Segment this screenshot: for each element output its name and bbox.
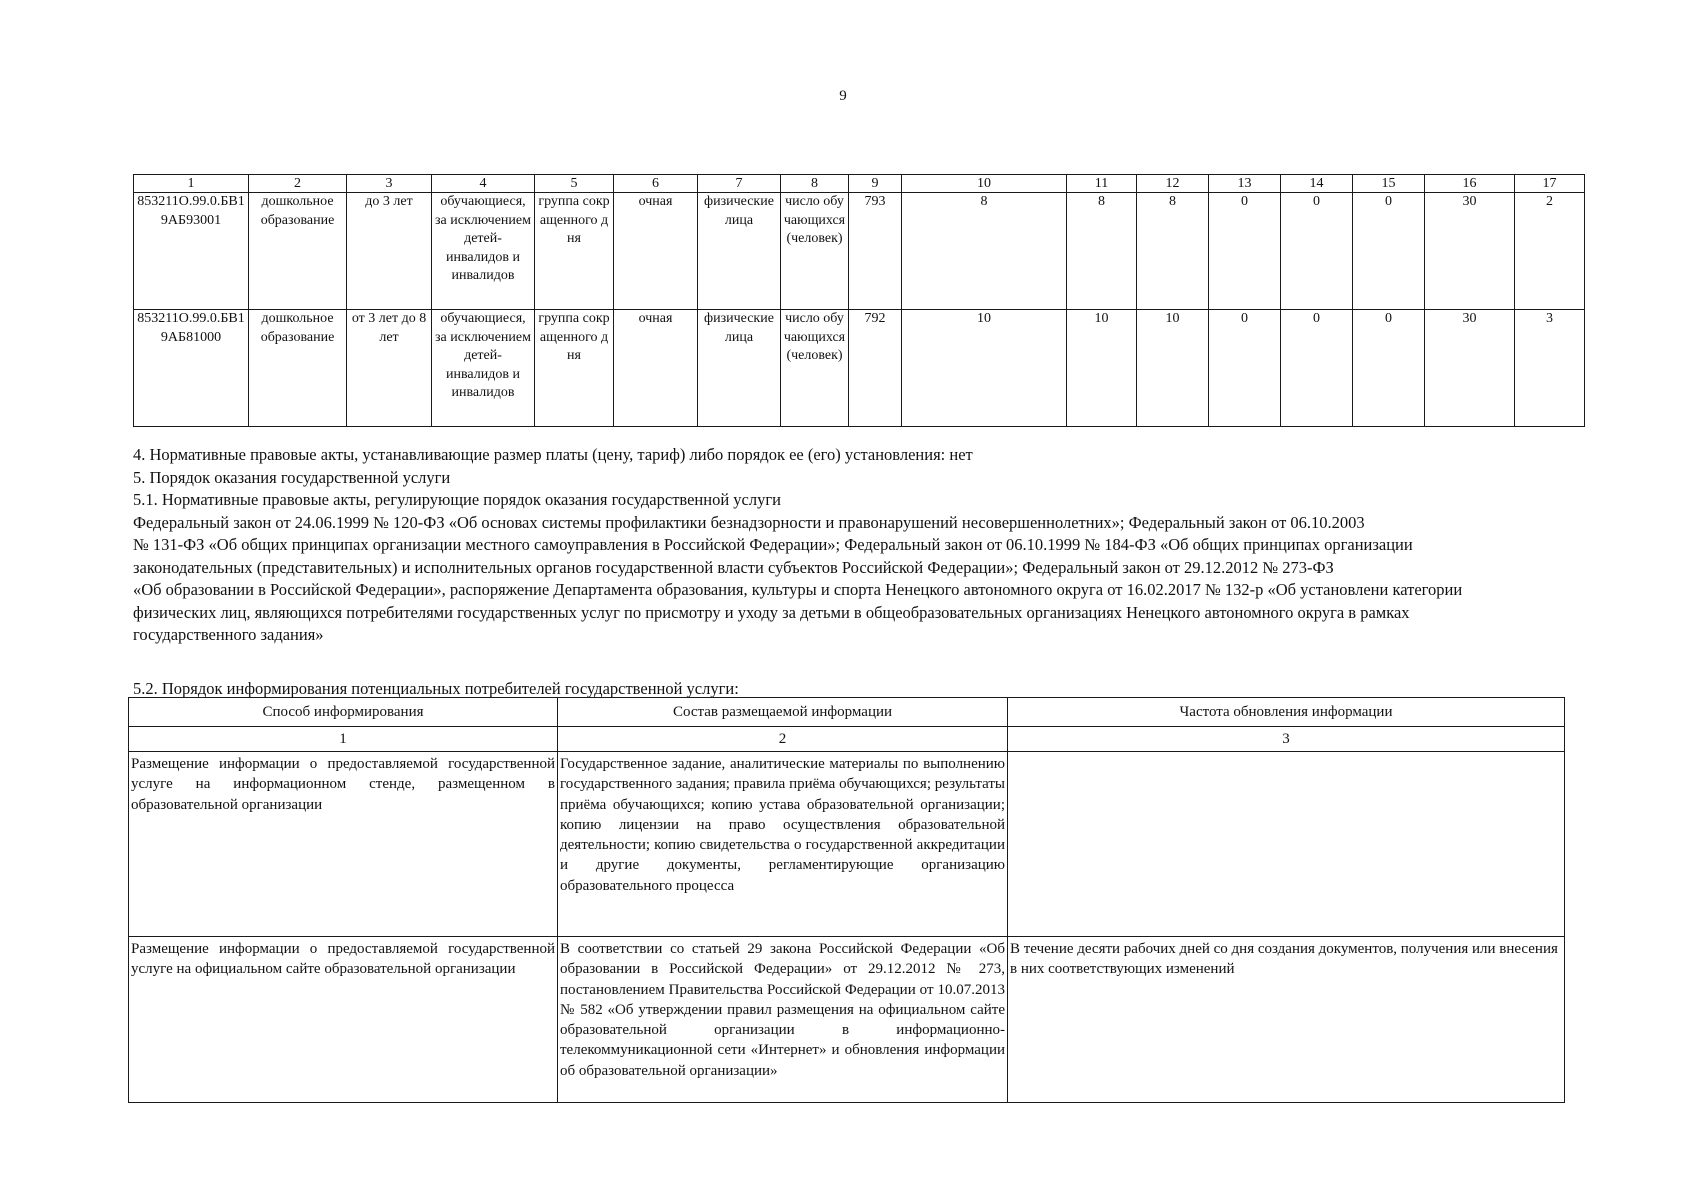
- page-number: 9: [839, 88, 847, 104]
- method-cell: Размещение информации о предоставляемой государственной услуге на информационном стенде, размещенном в образовательной организации: [129, 752, 558, 937]
- content-cell: Государственное задание, аналитические материалы по выполнению государственного задания; правила приёма обучающихся; результаты приёма обучающихся; копию устава образовательной организации; копию лицензии на право осуществления образовательной деятельности; копию свидетельства о государственной аккредитации и другие документы, регламентирующие организацию образовательного процесса: [558, 752, 1008, 937]
- column-number: 4: [432, 175, 535, 193]
- informing-table: [128, 697, 1565, 1103]
- table-cell: 0: [1353, 193, 1425, 310]
- table-header-row: [129, 698, 1565, 727]
- table-cell: группа сокращенного дня: [535, 310, 614, 427]
- section-5-2-heading: 5.2. Порядок информирования потенциальных потребителей государственной услуги:: [133, 679, 739, 698]
- table-row: [134, 310, 1585, 427]
- table-cell: 793: [849, 193, 902, 310]
- table-cell: 0: [1209, 193, 1281, 310]
- table-cell: физические лица: [698, 310, 781, 427]
- table-cell: 0: [1281, 193, 1353, 310]
- table-cell: от 3 лет до 8 лет: [347, 310, 432, 427]
- column-number-row: [129, 727, 1565, 752]
- column-number: 14: [1281, 175, 1353, 193]
- table-cell: 8: [1137, 193, 1209, 310]
- table-cell: 0: [1281, 310, 1353, 427]
- column-number: 6: [614, 175, 698, 193]
- table-cell: 0: [1209, 310, 1281, 427]
- table-cell: 10: [1137, 310, 1209, 427]
- table-cell: очная: [614, 310, 698, 427]
- legal-acts-line: физических лиц, являющихся потребителями государственных услуг по присмотру и уходу за детьми в общеобразовательных организациях Ненецкого автономного округа в рамках: [133, 602, 1410, 622]
- frequency-cell: [1008, 752, 1565, 937]
- table-cell: очная: [614, 193, 698, 310]
- column-header: Частота обновления информации: [1008, 698, 1565, 727]
- column-number: 1: [134, 175, 249, 193]
- column-number: 13: [1209, 175, 1281, 193]
- column-number: 15: [1353, 175, 1425, 193]
- frequency-cell: В течение десяти рабочих дней со дня создания документов, получения или внесения в них соответствующих изменений: [1008, 937, 1565, 1103]
- content-cell: В соответствии со статьей 29 закона Российской Федерации «Об образовании в Российской Федерации» от 29.12.2012 № 273, постановлением Правительства Российской Федерации от 10.07.2013 № 582 «Об утверждении правил размещения на официальном сайте образовательной организации в информационно-телекоммуникационной сети «Интернет» и обновления информации об образовательной организации»: [558, 937, 1008, 1103]
- column-number: 2: [558, 727, 1008, 752]
- column-number: 9: [849, 175, 902, 193]
- column-number: 11: [1067, 175, 1137, 193]
- registry-code-cell: 853211О.99.0.БВ19АБ81000: [134, 310, 249, 427]
- table-cell: 8: [902, 193, 1067, 310]
- table-cell: 792: [849, 310, 902, 427]
- column-number: 8: [781, 175, 849, 193]
- table-cell: группа сокращенного дня: [535, 193, 614, 310]
- column-number: 5: [535, 175, 614, 193]
- table-row: [134, 193, 1585, 310]
- table-row: [129, 752, 1565, 937]
- column-number: 12: [1137, 175, 1209, 193]
- legal-acts-line: Федеральный закон от 24.06.1999 № 120-ФЗ «Об основах системы профилактики безнадзорности и правонарушений несовершеннолетних»; Федеральный закон от 06.10.2003: [133, 512, 1365, 532]
- column-number: 3: [1008, 727, 1565, 752]
- column-number: 16: [1425, 175, 1515, 193]
- table-cell: обучающиеся, за исключением детей-инвалидов и инвалидов: [432, 193, 535, 310]
- section-4-text: 4. Нормативные правовые акты, устанавливающие размер платы (цену, тариф) либо порядок ее (его) установления: нет: [133, 445, 973, 464]
- table-cell: дошкольное образование: [249, 310, 347, 427]
- column-header: Способ информирования: [129, 698, 558, 727]
- column-header: Состав размещаемой информации: [558, 698, 1008, 727]
- column-number: 1: [129, 727, 558, 752]
- table-cell: число обучающихся (человек): [781, 310, 849, 427]
- table-header-row: [134, 175, 1585, 193]
- legal-acts-line: государственного задания»: [133, 625, 324, 644]
- table-cell: 0: [1353, 310, 1425, 427]
- table-cell: физические лица: [698, 193, 781, 310]
- section-5-heading: 5. Порядок оказания государственной услуги: [133, 467, 451, 487]
- table-cell: дошкольное образование: [249, 193, 347, 310]
- legal-acts-line: № 131-ФЗ «Об общих принципах организации местного самоуправления в Российской Федерации»; Федеральный закон от 06.10.1999 № 184-ФЗ «Об общих принципах организации: [133, 535, 1413, 554]
- registry-code-cell: 853211О.99.0.БВ19АБ93001: [134, 193, 249, 310]
- table-cell: обучающиеся, за исключением детей-инвалидов и инвалидов: [432, 310, 535, 427]
- method-cell: Размещение информации о предоставляемой государственной услуге на официальном сайте образовательной организации: [129, 937, 558, 1103]
- table-cell: 8: [1067, 193, 1137, 310]
- table-cell: до 3 лет: [347, 193, 432, 310]
- table-cell: 30: [1425, 310, 1515, 427]
- column-number: 10: [902, 175, 1067, 193]
- table-cell: 30: [1425, 193, 1515, 310]
- column-number: 3: [347, 175, 432, 193]
- column-number: 17: [1515, 175, 1585, 193]
- column-number: 2: [249, 175, 347, 193]
- table-row: [129, 937, 1565, 1103]
- table-cell: 2: [1515, 193, 1585, 310]
- legal-acts-line: «Об образовании в Российской Федерации», распоряжение Департамента образования, культуры и спорта Ненецкого автономного округа от 16.02.2017 № 132-р «Об установлени категории: [133, 580, 1463, 599]
- column-number: 7: [698, 175, 781, 193]
- table-cell: 10: [1067, 310, 1137, 427]
- table-cell: 3: [1515, 310, 1585, 427]
- section-5-1-heading: 5.1. Нормативные правовые акты, регулирующие порядок оказания государственной услуги: [133, 490, 781, 509]
- table-cell: число обучающихся (человек): [781, 193, 849, 310]
- table-cell: 10: [902, 310, 1067, 427]
- legal-acts-section: [133, 444, 1573, 647]
- quality-indicators-table: [133, 174, 1585, 427]
- legal-acts-line: законодательных (представительных) и исполнительных органов государственной власти субъектов Российской Федерации»; Федеральный закон от 29.12.2012 № 273-ФЗ: [133, 557, 1334, 577]
